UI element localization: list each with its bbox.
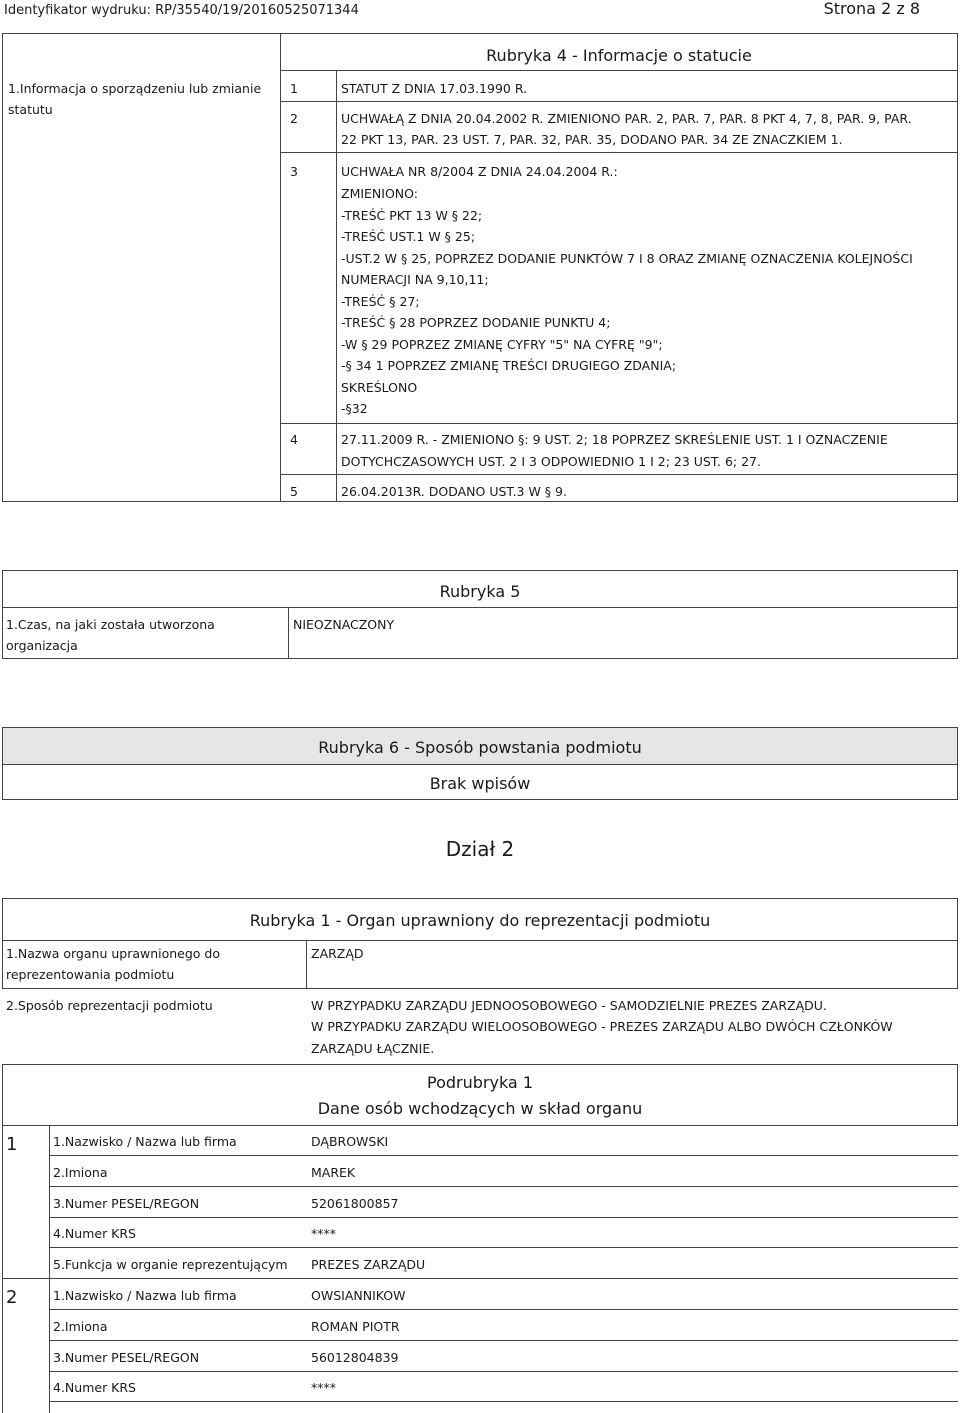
entry-4-line: 27.11.2009 R. - ZMIENIONO §: 9 UST. 2; 18 POPRZEZ SKREŚLENIE UST. 1 I OZNACZENIE [341, 432, 888, 447]
rubryka1-title: Rubryka 1 - Organ uprawniony do reprezentacji podmiotu [249, 911, 711, 930]
entry-2-line: UCHWAŁĄ Z DNIA 20.04.2002 R. ZMIENIONO PAR. 2, PAR. 7, PAR. 8 PKT 4, 7, 8, PAR. 9, PAR. [341, 111, 912, 126]
person-field-label: 2.Imiona [53, 1319, 108, 1334]
person-field-value: OWSIANNIKOW [311, 1288, 406, 1303]
rubryka6-empty: Brak wpisów [429, 774, 531, 793]
person-field-value: 56012804839 [311, 1350, 399, 1365]
entry-4-number: 4 [290, 432, 298, 447]
entry-3-line: SKREŚLONO [341, 380, 418, 395]
entry-3-line: -TREŚĆ UST.1 W § 25; [341, 229, 476, 244]
rubryka4-label: 1.Informacja o sporządzeniu lub zmianie statutu [8, 81, 262, 117]
entry-1-number: 1 [290, 81, 298, 96]
sposob-line: W PRZYPADKU ZARZĄDU WIELOOSOBOWEGO - PREZES ZARZĄDU ALBO DWÓCH CZŁONKÓW [311, 1019, 893, 1034]
podrubryka-title: Podrubryka 1 [427, 1073, 533, 1092]
entry-3-line: -§ 34 1 POPRZEZ ZMIANĘ TREŚCI DRUGIEGO ZDANIA; [341, 358, 677, 373]
podrubryka-subtitle: Dane osób wchodzących w skład organu [317, 1099, 643, 1118]
person-field-value: **** [311, 1380, 336, 1395]
rubryka4-title: Rubryka 4 - Informacje o statucie [486, 46, 752, 65]
entry-3-line: -§32 [341, 401, 368, 416]
entry-4-line: DOTYCHCZASOWYCH UST. 2 I 3 ODPOWIEDNIO 1 I 2; 23 UST. 6; 27. [341, 454, 761, 469]
person-field-label: 1.Nazwisko / Nazwa lub firma [53, 1134, 237, 1149]
page-number: Strona 2 z 8 [823, 0, 920, 18]
person-1-number: 1 [6, 1134, 18, 1155]
entry-3-line: UCHWAŁA NR 8/2004 Z DNIA 24.04.2004 R.: [341, 164, 618, 179]
rubryka5-title: Rubryka 5 [439, 582, 521, 601]
person-field-value: MAREK [311, 1165, 356, 1180]
dzial2-title: Dział 2 [445, 837, 515, 861]
entry-3-line: -TREŚĆ PKT 13 W § 22; [341, 208, 483, 223]
rubryka5-label: 1.Czas, na jaki została utworzona organizacja [6, 617, 215, 653]
entry-2-number: 2 [290, 111, 298, 126]
entry-3-number: 3 [290, 164, 298, 179]
entry-3-line: -UST.2 W § 25, POPRZEZ DODANIE PUNKTÓW 7 I 8 ORAZ ZMIANĘ OZNACZENIA KOLEJNOŚCI [341, 251, 913, 266]
entry-3-line: -TREŚĆ § 28 POPRZEZ DODANIE PUNKTU 4; [341, 315, 611, 330]
person-field-value: ROMAN PIOTR [311, 1319, 400, 1334]
organ-value: ZARZĄD [311, 946, 364, 961]
print-identifier: Identyfikator wydruku: RP/35540/19/20160525071344 [4, 3, 359, 18]
person-field-label: 4.Numer KRS [53, 1380, 136, 1395]
entry-2-line: 22 PKT 13, PAR. 23 UST. 7, PAR. 32, PAR. 35, DODANO PAR. 34 ZE ZNACZKIEM 1. [341, 132, 843, 147]
person-field-value: DĄBROWSKI [311, 1134, 389, 1149]
entry-5-number: 5 [290, 484, 298, 499]
person-2-number: 2 [6, 1287, 18, 1308]
entry-1-line: STATUT Z DNIA 17.03.1990 R. [341, 81, 528, 96]
entry-3-line: -TREŚĆ § 27; [341, 294, 420, 309]
entry-3-line: -W § 29 POPRZEZ ZMIANĘ CYFRY "5" NA CYFRĘ "9"; [341, 337, 663, 352]
person-field-label: 2.Imiona [53, 1165, 108, 1180]
rubryka5-value: NIEOZNACZONY [293, 617, 395, 632]
organ-label: 1.Nazwa organu uprawnionego do reprezentowania podmiotu [6, 946, 221, 982]
person-field-label: 1.Nazwisko / Nazwa lub firma [53, 1288, 237, 1303]
person-field-value: **** [311, 1226, 336, 1241]
entry-3-line: ZMIENIONO: [341, 186, 418, 201]
entry-3-line: NUMERACJI NA 9,10,11; [341, 272, 489, 287]
person-field-label: 3.Numer PESEL/REGON [53, 1196, 200, 1211]
sposob-label: 2.Sposób reprezentacji podmiotu [6, 998, 213, 1013]
person-field-value: PREZES ZARZĄDU [311, 1257, 426, 1272]
person-field-label: 5.Funkcja w organie reprezentującym [53, 1257, 288, 1272]
person-field-label: 4.Numer KRS [53, 1226, 136, 1241]
person-field-value: 52061800857 [311, 1196, 399, 1211]
rubryka6-title: Rubryka 6 - Sposób powstania podmiotu [318, 738, 642, 757]
entry-5-line: 26.04.2013R. DODANO UST.3 W § 9. [341, 484, 567, 499]
sposob-line: W PRZYPADKU ZARZĄDU JEDNOOSOBOWEGO - SAMODZIELNIE PREZES ZARZĄDU. [311, 998, 827, 1013]
person-field-label: 3.Numer PESEL/REGON [53, 1350, 200, 1365]
sposob-line: ZARZĄDU ŁĄCZNIE. [311, 1041, 435, 1056]
